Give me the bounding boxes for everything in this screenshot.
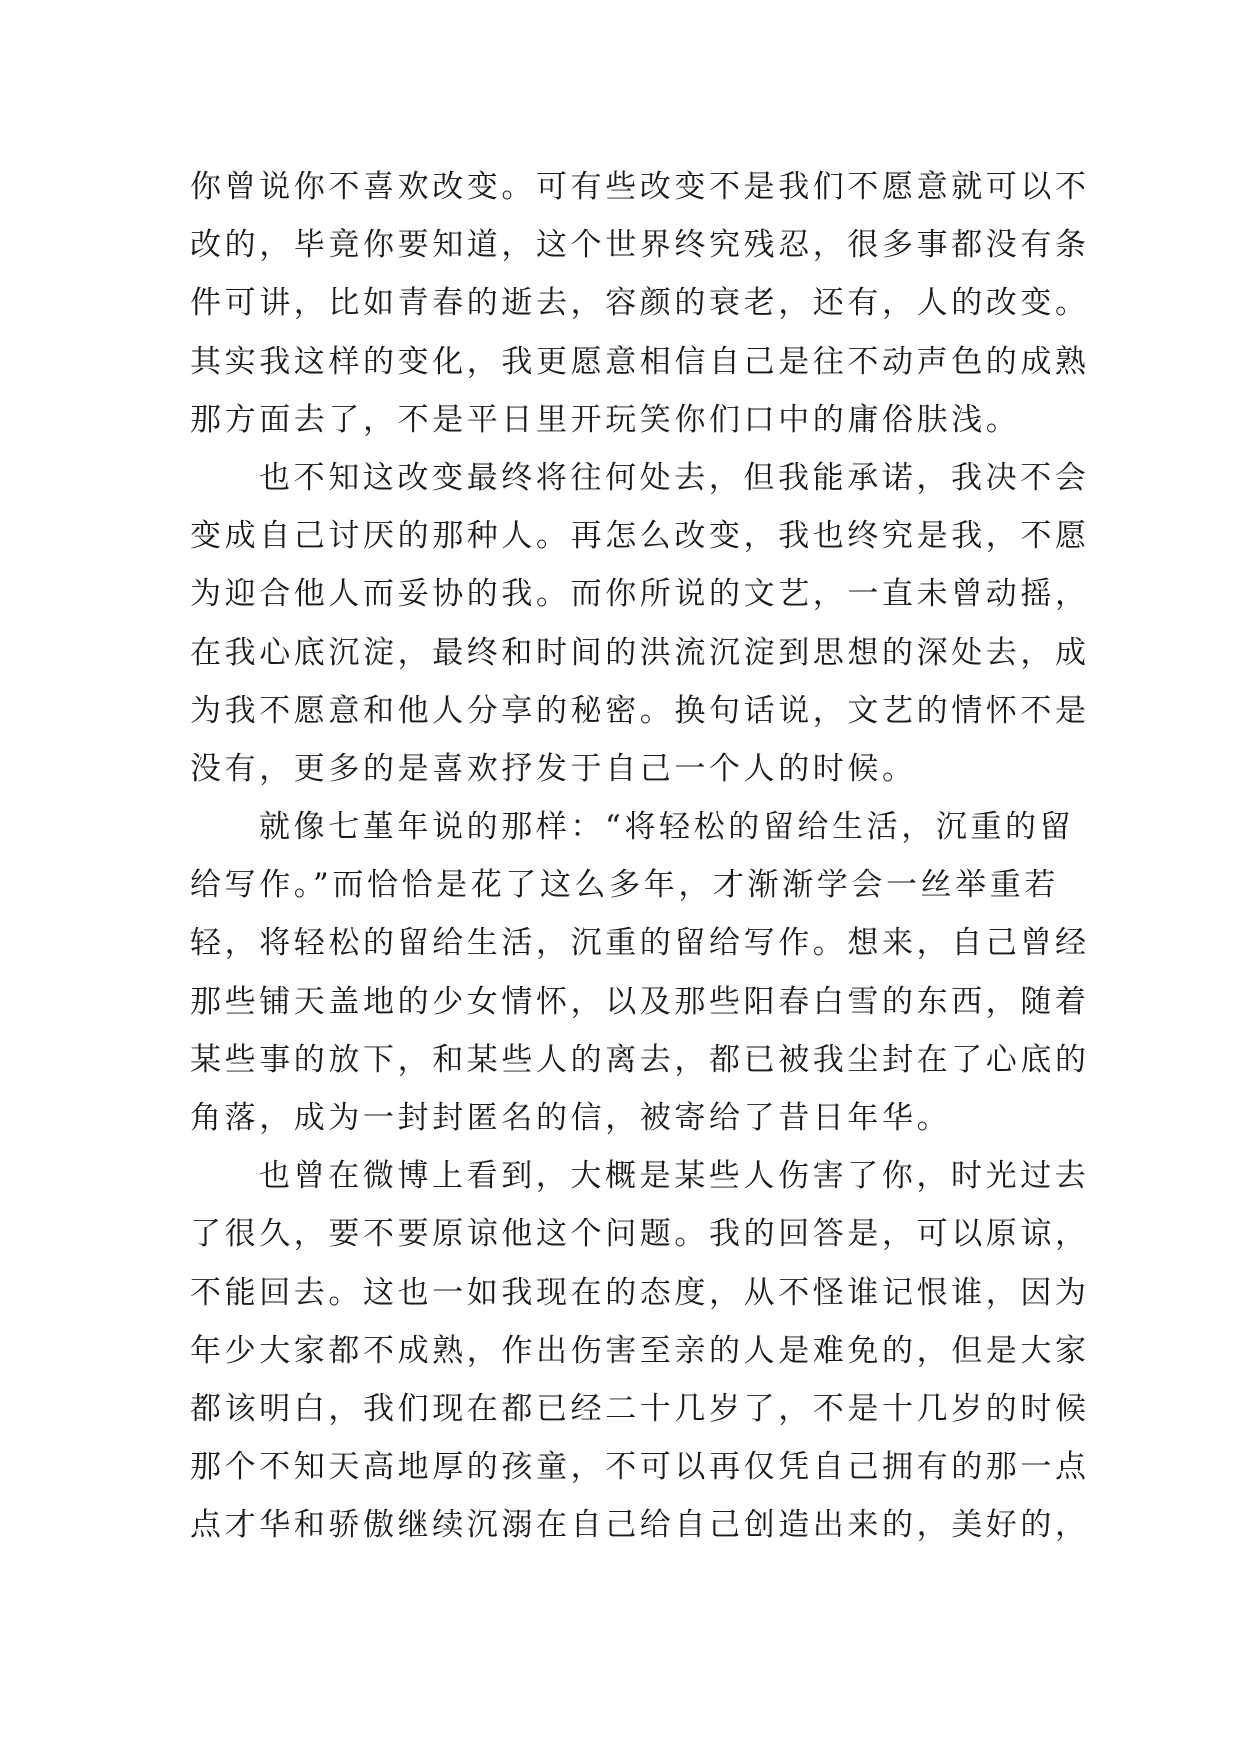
text-line: 你曾说你不喜欢改变。可有些改变不是我们不愿意就可以不 [190,169,1090,205]
text-line: 为迎合他人而妥协的我。而你所说的文艺，一直未曾动摇， [190,576,1090,613]
text-line: 变成自己讨厌的那种人。再怎么改变，我也终究是我，不愿 [190,518,1090,555]
text-line: 没有，更多的是喜欢抒发于自己一个人的时候。 [190,750,917,787]
paragraph-1 [190,158,1090,449]
text-line: 也曾在微博上看到，大概是某些人伤害了你，时光过去 [259,1158,1090,1195]
paragraph-3 [190,798,1090,1147]
paragraph-4 [190,1147,1090,1554]
text-line: 点才华和骄傲继续沉溺在自己给自己创造出来的，美好的， [190,1507,1090,1544]
text-line: 都该明白，我们现在都已经二十几岁了，不是十几岁的时候 [190,1390,1090,1427]
text-line: 也不知这改变最终将往何处去，但我能承诺，我决不会 [259,459,1090,496]
paragraph-2 [190,449,1090,798]
text-line: 年少大家都不成熟，作出伤害至亲的人是难免的，但是大家 [190,1332,1090,1369]
text-line: 了很久，要不要原谅他这个问题。我的回答是，可以原谅， [190,1216,1090,1253]
text-line: 其实我这样的变化，我更愿意相信自己是往不动声色的成熟 [190,343,1090,380]
text-line: 件可讲，比如青春的逝去，容颜的衰老，还有，人的改变。 [190,285,1090,322]
text-line: 在我心底沉淀，最终和时间的洪流沉淀到思想的深处去，成 [190,634,1090,671]
text-line: 那个不知天高地厚的孩童，不可以再仅凭自己拥有的那一点 [190,1449,1090,1486]
text-line: 给写作。”而恰恰是花了这么多年，才渐渐学会一丝举重若 [190,867,1059,904]
text-line: 那些铺天盖地的少女情怀，以及那些阳春白雪的东西，随着 [190,983,1090,1020]
document-body [190,158,1090,1555]
text-line: 那方面去了，不是平日里开玩笑你们口中的庸俗肤浅。 [190,401,1021,438]
text-line: 不能回去。这也一如我现在的态度，从不怪谁记恨谁，因为 [190,1274,1090,1311]
text-line: 为我不愿意和他人分享的秘密。换句话说，文艺的情怀不是 [190,692,1090,729]
text-line: 改的，毕竟你要知道，这个世界终究残忍，很多事都没有条 [190,227,1090,264]
text-line: 角落，成为一封封匿名的信，被寄给了昔日年华。 [190,1100,952,1136]
text-line: 轻，将轻松的留给生活，沉重的留给写作。想来，自己曾经 [190,925,1090,962]
text-line: 某些事的放下，和某些人的离去，都已被我尘封在了心底的 [190,1041,1090,1078]
text-line: 就像七堇年说的那样：“将轻松的留给生活，沉重的留 [259,809,1075,846]
